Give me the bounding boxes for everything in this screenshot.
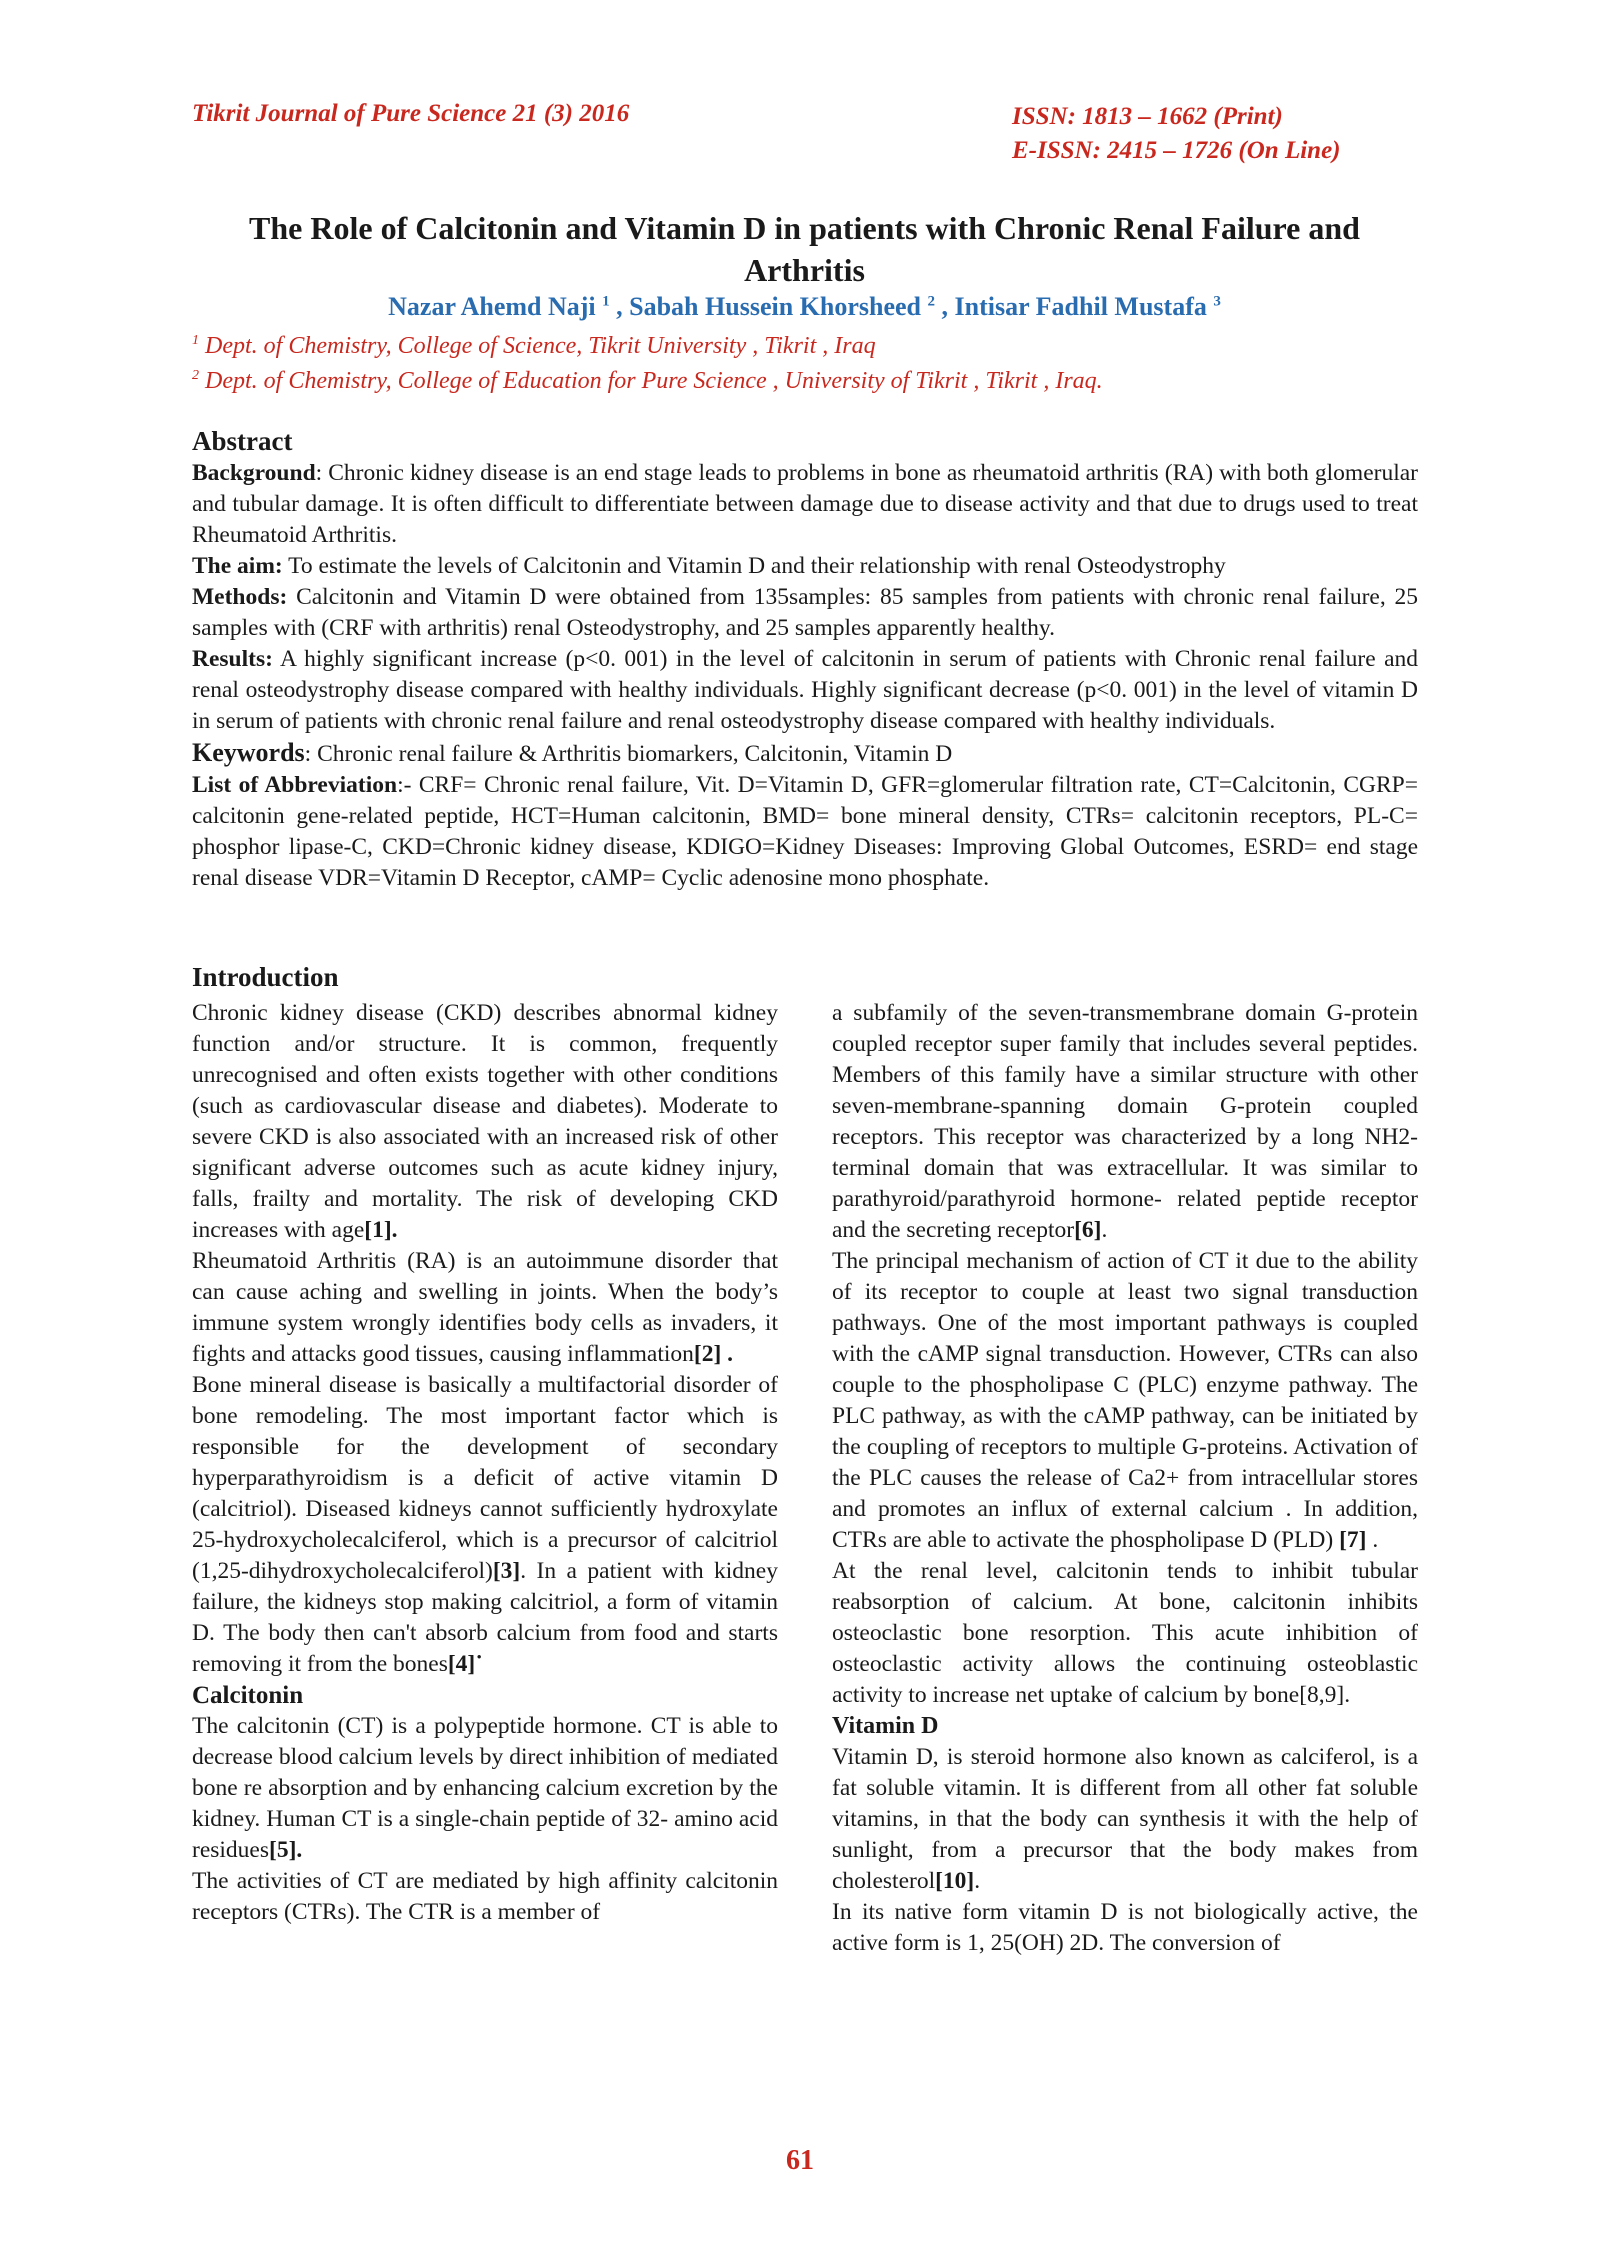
abstract-heading: Abstract: [192, 426, 293, 456]
issn-header: [1012, 100, 1341, 168]
paragraph: The calcitonin (CT) is a polypeptide hormone. CT is able to decrease blood calcium levels by direct inhibition of mediated bone re absorption and by enhancing calcium excretion by the kidney. Human CT is a single-chain peptide of 32- amino acid residues[5].: [192, 1713, 778, 1863]
author-name: Sabah Hussein Khorsheed: [629, 292, 922, 321]
paragraph: Rheumatoid Arthritis (RA) is an autoimmune disorder that can cause aching and swelling in joints. When the body’s immune system wrongly identifies body cells as invaders, it fights and attacks good tissues, causing inflammation[2] .: [192, 1248, 778, 1367]
paragraph: The activities of CT are mediated by high affinity calcitonin receptors (CTRs). The CTR is a member of: [192, 1868, 778, 1925]
affiliations: [192, 326, 1103, 396]
abstract-keywords: Keywords: Chronic renal failure & Arthritis biomarkers, Calcitonin, Vitamin D: [192, 738, 953, 767]
author-name: Nazar Ahemd Naji: [388, 292, 596, 321]
paragraph: In its native form vitamin D is not biologically active, the active form is 1, 25(OH) 2D. The conversion of: [832, 1899, 1418, 1956]
affiliation: $^2$ Dept. of Chemistry, College of Education for Pure Science , University of Tikrit , Tikrit , Iraq.: [192, 368, 1103, 394]
author-sup: 3: [1213, 293, 1221, 310]
page-number: 61: [786, 2145, 814, 2176]
abstract-section: [192, 424, 1418, 894]
abstract-abbreviations: List of Abbreviation:- CRF= Chronic renal failure, Vit. D=Vitamin D, GFR=glomerular filtration rate, CT=Calcitonin, CGRP= calcitonin gene-related peptide, HCT=Human calcitonin, BMD= bone mineral density, CTRs= calcitonin receptors, PL-C= phosphor lipase-C, CKD=Chronic kidney disease, KDIGO=Kidney Diseases: Improving Global Outcomes, ESRD= end stage renal disease VDR=Vitamin D Receptor, cAMP= Cyclic adenosine mono phosphate.: [192, 772, 1419, 891]
issn-print: ISSN: 1813 – 1662 (Print): [1012, 103, 1283, 130]
abstract-results: Results: A highly significant increase (p<0. 001) in the level of calcitonin in serum of patients with Chronic renal failure and renal osteodystrophy disease compared with healthy individuals. Highly significant decrease (p<0. 001) in the level of vitamin D in serum of patients with chronic renal failure and renal osteodystrophy disease compared with healthy individuals.: [192, 646, 1418, 734]
left-column: [192, 998, 778, 1928]
author-list: Nazar Ahemd Naji $^1$ , Sabah Hussein Khorsheed $^2$ , Intisar Fadhil Mustafa $^3$: [388, 292, 1221, 321]
issn-online: E-ISSN: 2415 – 1726 (On Line): [1012, 137, 1341, 164]
author-name: Intisar Fadhil Mustafa: [954, 292, 1207, 321]
paragraph: Vitamin D, is steroid hormone also known as calciferol, is a fat soluble vitamin. It is different from all other fat soluble vitamins, in that the body can synthesis it with the help of sunlight, from a precursor that the body makes from cholesterol[10].: [832, 1744, 1418, 1894]
author-sup: 2: [927, 293, 936, 310]
paragraph: Chronic kidney disease (CKD) describes abnormal kidney function and/or structure. It is common, frequently unrecognised and often exists together with other conditions (such as cardiovascular disease and diabetes). Moderate to severe CKD is also associated with an increased risk of other significant adverse outcomes such as acute kidney injury, falls, frailty and mortality. The risk of developing CKD increases with age[1].: [192, 1000, 778, 1243]
abstract-background: Background: Chronic kidney disease is an end stage leads to problems in bone as rheumatoid arthritis (RA) with both glomerular and tubular damage. It is often difficult to differentiate between damage due to disease activity and that due to drugs used to treat Rheumatoid Arthritis.: [192, 460, 1418, 548]
affiliation: $^1$ Dept. of Chemistry, College of Science, Tikrit University , Tikrit , Iraq: [192, 333, 876, 359]
calcitonin-heading: Calcitonin: [192, 1682, 304, 1709]
paragraph: At the renal level, calcitonin tends to inhibit tubular reabsorption of calcium. At bone, calcitonin inhibits osteoclastic bone resorption. This acute inhibition of osteoclastic activity allows the continuing osteoblastic activity to increase net uptake of calcium by bone[8,9].: [832, 1558, 1418, 1708]
abstract-methods: Methods: Calcitonin and Vitamin D were obtained from 135samples: 85 samples from patients with chronic renal failure, 25 samples with (CRF with arthritis) renal Osteodystrophy, and 25 samples apparently healthy.: [192, 584, 1418, 641]
journal-header: Tikrit Journal of Pure Science 21 (3) 2016: [192, 100, 630, 127]
paragraph: The principal mechanism of action of CT it due to the ability of its receptor to couple at least two signal transduction pathways. One of the most important pathways is coupled with the cAMP signal transduction. However, CTRs can also couple to the phospholipase C (PLC) enzyme pathway. The PLC pathway, as with the cAMP pathway, can be initiated by the coupling of receptors to multiple G-proteins. Activation of the PLC causes the release of Ca2+ from intracellular stores and promotes an influx of external calcium . In addition, CTRs are able to activate the phospholipase D (PLD) [7] .: [832, 1248, 1418, 1553]
author-sup: 1: [602, 293, 610, 310]
right-column: [832, 998, 1418, 1959]
introduction-heading: Introduction: [192, 962, 339, 992]
paper-title: The Role of Calcitonin and Vitamin D in patients with Chronic Renal Failure and Arthritis: [249, 210, 1360, 288]
abstract-aim: The aim: To estimate the levels of Calcitonin and Vitamin D and their relationship with renal Osteodystrophy: [192, 553, 1226, 579]
paragraph: Bone mineral disease is basically a multifactorial disorder of bone remodeling. The most important factor which is responsible for the development of secondary hyperparathyroidism is a deficit of active vitamin D (calcitriol). Diseased kidneys cannot sufficiently hydroxylate 25-hydroxycholecalciferol, which is a precursor of calcitriol (1,25-dihydroxycholecalciferol)[3]. In a patient with kidney failure, the kidneys stop making calcitriol, a form of vitamin D. The body then can't absorb calcium from food and starts removing it from the bones[4]˙: [192, 1372, 778, 1677]
paragraph: a subfamily of the seven-transmembrane domain G-protein coupled receptor super family that includes several peptides. Members of this family have a similar structure with other seven-membrane-spanning domain G-protein coupled receptors. This receptor was characterized by a long NH2-terminal domain that was extracellular. It was similar to parathyroid/parathyroid hormone- related peptide receptor and the secreting receptor[6].: [832, 1000, 1418, 1243]
vitamin-d-heading: Vitamin D: [832, 1713, 939, 1739]
